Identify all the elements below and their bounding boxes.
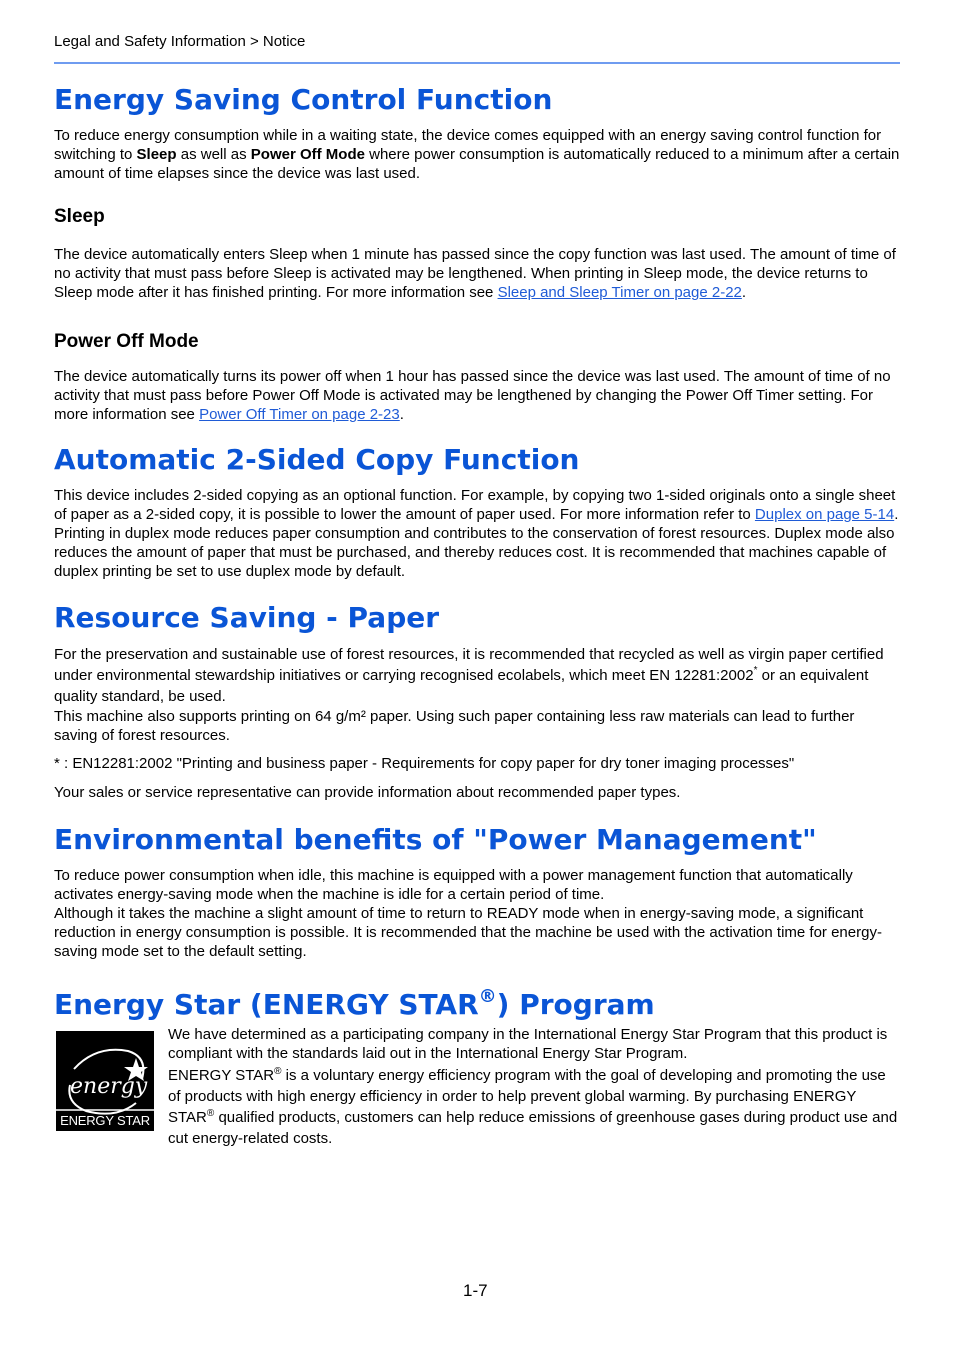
- energy-saving-intro: [54, 126, 900, 183]
- energy-star-name-1: ENERGY STAR: [168, 1067, 275, 1084]
- sleep-paragraph: [54, 245, 900, 302]
- sleep-end: .: [741, 284, 747, 301]
- intro-text-3: where power consumption is automatically reduced to a minimum after a certain amount of time elapses since the device was last used.: [54, 146, 900, 182]
- reg-mark-2: ®: [206, 1108, 215, 1119]
- energy-star-logo-script: energy: [70, 1074, 148, 1099]
- energy-star-text-2d: qualified products, customers can help reduce emissions of greenhouse gases during product use and cut energy-related costs.: [168, 1109, 898, 1147]
- intro-bold-sleep: Sleep: [136, 146, 177, 163]
- duplex-paragraph-1: [54, 486, 900, 524]
- breadcrumb: Legal and Safety Information > Notice: [54, 33, 306, 50]
- power-off-paragraph: [54, 367, 900, 424]
- heading-power-off-mode: Power Off Mode: [54, 331, 199, 352]
- energy-star-title-reg: ®: [478, 986, 497, 1007]
- energy-star-paragraph-1: We have determined as a participating company in the International Energy Star Program that this product is compliant with the standards laid out in the International Energy Star Program.: [168, 1026, 888, 1062]
- energy-star-text-2b: is a voluntary energy efficiency program with the goal of developing and promoting the use of products with high energy efficiency in order to help prevent global warming. By purchasing: [168, 1067, 886, 1105]
- energy-star-text: [168, 1027, 900, 1149]
- heading-power-management: Environmental benefits of "Power Management": [54, 823, 817, 856]
- page-number: 1-7: [463, 1281, 488, 1300]
- paper-paragraph-2: This machine also supports printing on 64 g/m² paper. Using such paper containing less raw materials can lead to further saving of forest resources.: [54, 708, 855, 744]
- paper-text-1b: or an equivalent quality standard, be used.: [54, 667, 869, 705]
- energy-star-title-1: Energy Star (ENERGY STAR: [54, 988, 479, 1021]
- reg-mark-1: ®: [274, 1066, 282, 1077]
- energy-star-block: [54, 1027, 900, 1149]
- sleep-timer-link[interactable]: Sleep and Sleep Timer on page 2-22: [497, 284, 742, 301]
- duplex-text-1: This device includes 2-sided copying as an optional function. For example, by copying two 1-sided originals onto a single sheet of paper as a 2-sided copy, it is possible to lower the amount of paper used. For more information refer to: [54, 487, 896, 523]
- heading-energy-star: [54, 983, 900, 1027]
- energy-star-logo-label: ENERGY STAR: [60, 1113, 150, 1128]
- power-off-end: .: [399, 406, 404, 423]
- power-mgmt-paragraph-1: To reduce power consumption when idle, this machine is equipped with a power management function that automatically activates energy-saving mode when the machine is idle for a certain period of time.: [54, 867, 853, 903]
- duplex-link[interactable]: Duplex on page 5-14: [754, 506, 895, 523]
- header-divider: [54, 62, 900, 64]
- heading-energy-saving: Energy Saving Control Function: [54, 83, 553, 116]
- duplex-end: .: [894, 506, 899, 523]
- duplex-paragraph-2: Printing in duplex mode reduces paper consumption and contributes to the conservation of forest resources. Duplex mode also reduces the amount of paper that must be purchased, and thereby reduces cost. It is recommended that machines capable of duplex printing be set to use duplex mode by default.: [54, 525, 895, 580]
- heading-resource-saving-paper: Resource Saving - Paper: [54, 601, 440, 634]
- sleep-text: The device automatically enters Sleep when 1 minute has passed since the copy function was last used. The amount of time of no activity that must pass before Sleep is activated may be lengthened. When printing in Sleep mode, the device returns to Sleep mode after it has finished printing. For more information see: [54, 246, 896, 301]
- paper-paragraph-3: Your sales or service representative can provide information about recommended paper types.: [54, 784, 681, 801]
- intro-bold-power-off: Power Off Mode: [250, 146, 365, 163]
- power-mgmt-paragraph-2: Although it takes the machine a slight amount of time to return to READY mode when in energy-saving mode, a significant reduction in energy consumption is possible. It is recommended that the machine be used with the activation time for energy-saving mode set to the default setting.: [54, 905, 882, 960]
- power-off-text: The device automatically turns its power off when 1 hour has passed since the device was last used. The amount of time of no activity that must pass before Power Off Mode is activated may be lengthened by changing the Power Off Timer setting. For more information see: [54, 368, 891, 423]
- footnote-marker: *: [753, 665, 758, 676]
- paper-footnote: * : EN12281:2002 "Printing and business paper - Requirements for copy paper for dry toner imaging processes": [54, 755, 795, 772]
- energy-star-logo: [56, 1031, 154, 1131]
- intro-text-2: as well as: [176, 146, 251, 163]
- energy-star-paragraph-2: [168, 1065, 900, 1149]
- paper-paragraph-1: [54, 644, 900, 707]
- power-off-timer-link[interactable]: Power Off Timer on page 2-23: [199, 406, 400, 423]
- intro-text-1: To reduce energy consumption while in a waiting state, the device comes equipped with an energy saving control function for switching to: [54, 127, 882, 163]
- heading-sleep: Sleep: [54, 206, 105, 227]
- page-content: [54, 80, 900, 1149]
- energy-star-name-2: ENERGY STAR: [168, 1088, 857, 1126]
- heading-duplex: Automatic 2-Sided Copy Function: [54, 443, 580, 476]
- paper-text-1a: For the preservation and sustainable use of forest resources, it is recommended that recycled as well as virgin paper certified under environmental stewardship initiatives or carrying recognised ecolabels, which meet EN 12281:2002: [54, 646, 884, 684]
- energy-star-title-2: ) Program: [496, 988, 655, 1021]
